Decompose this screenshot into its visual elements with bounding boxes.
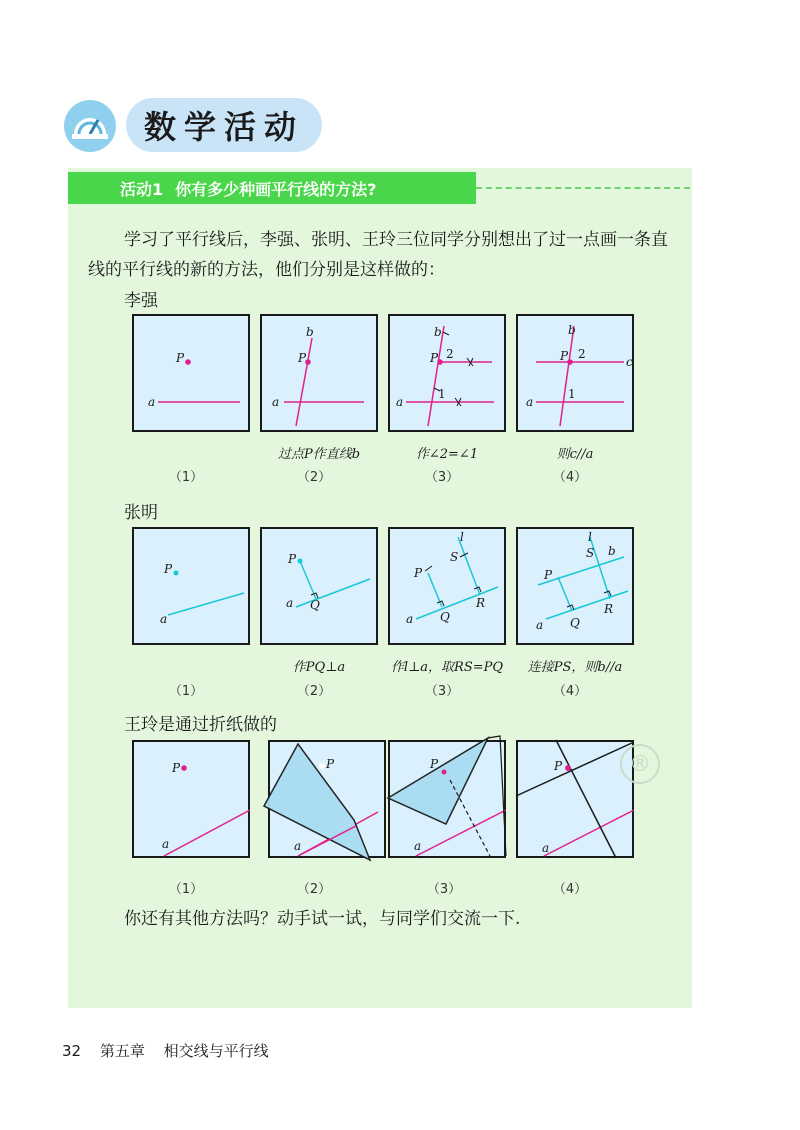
chapter-title: 相交线与平行线 <box>163 1042 269 1060</box>
figure-label: 1 <box>568 387 576 401</box>
figure-label: 2 <box>578 347 586 361</box>
figure-label: R <box>604 602 614 616</box>
student-name-wang-ling: 王玲是通过折纸做的 <box>124 715 277 735</box>
figure-label: P <box>430 351 439 365</box>
figure-label: l <box>588 530 592 544</box>
li-qiang-figure-4 <box>516 314 634 432</box>
figure-number: （3） <box>424 684 460 699</box>
figure-label: a <box>414 839 422 853</box>
figure-number: （1） <box>168 470 204 485</box>
compass-protractor-icon <box>64 100 116 152</box>
activity-bar <box>68 172 476 204</box>
student-name-zhang-ming: 张明 <box>124 503 158 523</box>
figure-number: （2） <box>296 470 332 485</box>
figure-label: b <box>608 544 616 558</box>
figure-label: a <box>162 837 170 851</box>
caption: 作l⊥a，取RS=PQ <box>390 660 504 675</box>
registered-watermark-icon: ® <box>620 744 660 784</box>
caption: 则c//a <box>556 447 594 462</box>
figure-number: （2） <box>296 882 332 897</box>
student-name-li-qiang: 李强 <box>124 291 158 311</box>
wang-ling-figure-1 <box>132 740 250 858</box>
figure-number: （4） <box>552 882 588 897</box>
figure-label: P <box>298 351 307 365</box>
figure-label: a <box>286 596 294 610</box>
figure-label: P <box>544 568 553 582</box>
page-title: 数学活动 <box>126 98 322 152</box>
figure-label: P <box>172 761 181 775</box>
figure-label: 1 <box>438 387 446 401</box>
activity-question: 你有多少种画平行线的方法? <box>175 179 377 199</box>
intro-paragraph: 学习了平行线后，李强、张明、王玲三位同学分别想出了过一点画一条直线的平行线的新的方法，他们分别是这样做的： <box>88 230 668 280</box>
wang-ling-figure-4 <box>516 740 634 858</box>
figure-label: a <box>160 612 168 626</box>
figure-number: （1） <box>168 882 204 897</box>
figure-label: l <box>460 530 464 544</box>
figure-label: a <box>294 839 302 853</box>
figure-label: b <box>434 325 442 339</box>
caption: 过点P作直线b <box>277 447 361 462</box>
zhang-ming-figure-3 <box>388 527 506 645</box>
figure-label: c <box>626 355 633 369</box>
dashed-divider <box>476 187 690 189</box>
figure-label: 2 <box>446 347 454 361</box>
figure-label: P <box>430 757 439 771</box>
figure-number: （2） <box>296 684 332 699</box>
figure-label: a <box>406 612 414 626</box>
section-header <box>64 96 324 156</box>
figure-label: Q <box>570 616 580 630</box>
label-p: P <box>176 351 185 365</box>
figure-label: P <box>560 349 569 363</box>
page-footer <box>62 1040 269 1061</box>
figure-label: a <box>526 395 534 409</box>
figure-label: S <box>586 546 595 560</box>
caption: 连接PS，则b//a <box>527 660 623 675</box>
figure-label: a <box>272 395 280 409</box>
figure-label: Q <box>310 598 320 612</box>
figure-number: （1） <box>168 684 204 699</box>
li-qiang-figure-2 <box>260 314 378 432</box>
figure-label: a <box>536 618 544 632</box>
li-qiang-figure-1 <box>132 314 250 432</box>
figure-number: （3） <box>424 470 460 485</box>
figure-label: P <box>288 552 297 566</box>
caption: 作∠2=∠1 <box>415 447 479 462</box>
figure-label: P <box>164 562 173 576</box>
figure-label: b <box>568 323 576 337</box>
figure-number: （4） <box>552 684 588 699</box>
figure-label: P <box>554 759 563 773</box>
figure-label: a <box>542 841 550 855</box>
li-qiang-figure-3 <box>388 314 506 432</box>
figure-label: b <box>306 325 314 339</box>
page-number: 32 <box>62 1042 82 1060</box>
figure-label: P <box>326 757 335 771</box>
figure-label: Q <box>440 610 450 624</box>
chapter-number: 第五章 <box>99 1042 145 1060</box>
figure-label: R <box>476 596 486 610</box>
figure-label: P <box>414 566 423 580</box>
label-a: a <box>148 395 156 409</box>
closing-question: 你还有其他方法吗？动手试一试，与同学们交流一下. <box>124 909 521 929</box>
caption: 作PQ⊥a <box>292 660 346 675</box>
zhang-ming-figure-2 <box>260 527 378 645</box>
wang-ling-figure-2 <box>268 740 386 858</box>
figure-number: （4） <box>552 470 588 485</box>
zhang-ming-figure-4 <box>516 527 634 645</box>
figure-label: a <box>396 395 404 409</box>
wang-ling-figure-3 <box>388 740 506 858</box>
zhang-ming-figure-1 <box>132 527 250 645</box>
figure-label: S <box>450 550 459 564</box>
activity-number: 活动1 <box>120 179 164 199</box>
figure-number: （3） <box>426 882 462 897</box>
